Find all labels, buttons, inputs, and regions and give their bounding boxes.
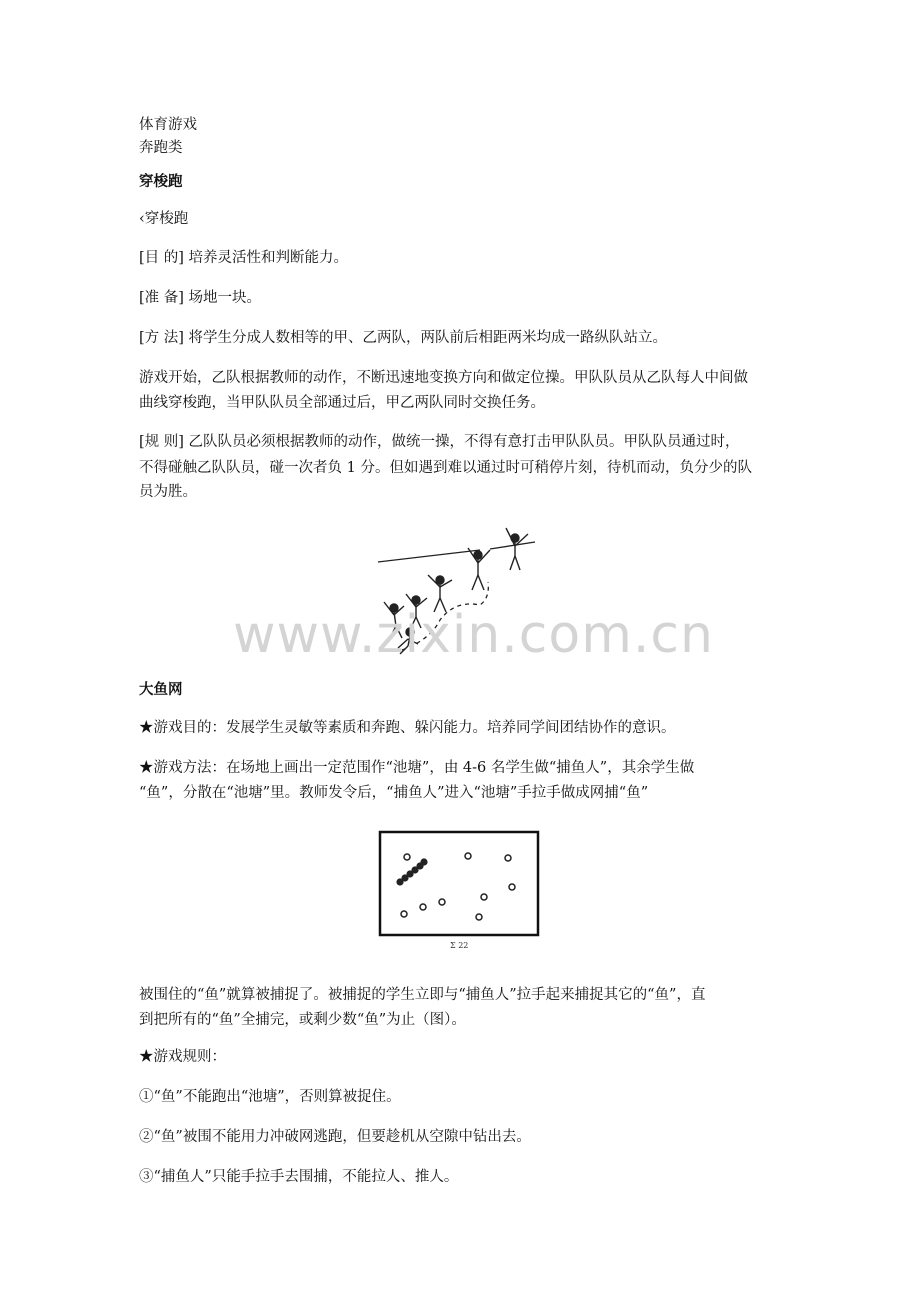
game2-rule-2: ②“鱼”被围不能用力冲破网逃跑，但要趁机从空隙中钻出去。 <box>139 1129 531 1145</box>
game2-method-line-2: “鱼”，分散在“池塘”里。教师发令后，“捕鱼人”进入“池塘”手拉手做成网捕“鱼” <box>139 785 649 801</box>
game2-rule-1: ①“鱼”不能跑出“池塘”，否则算被捉住。 <box>139 1089 401 1105</box>
game2-heading: 大鱼网 <box>139 682 183 698</box>
category-label: 奔跑类 <box>139 140 183 156</box>
watermark: www.zixin.com.cn <box>233 605 714 665</box>
pond-boundary <box>380 832 538 935</box>
game1-purpose: [目 的] 培养灵活性和判断能力。 <box>139 250 349 266</box>
fishing-net-diagram <box>378 829 542 941</box>
game1-play-line-2: 曲线穿梭跑，当甲队队员全部通过后，甲乙两队同时交换任务。 <box>139 395 545 411</box>
game1-prep: [准 备] 场地一块。 <box>139 290 262 306</box>
game1-heading: 穿梭跑 <box>139 174 183 190</box>
game1-rules-line-1: [规 则] 乙队队员必须根据教师的动作，做统一操，不得有意打击甲队队员。甲队队员通过时， <box>139 434 740 450</box>
game1-rules-line-3: 员为胜。 <box>139 484 197 500</box>
game1-subheading: ‹穿梭跑 <box>139 211 189 227</box>
game1-rules-line-2: 不得碰触乙队队员，碰一次者负 1 分。但如遇到难以通过时可稍停片刻，待机而动，负分少的队 <box>139 460 752 476</box>
game2-goal: ★游戏目的：发展学生灵敏等素质和奔跑、躲闪能力。培养同学间团结协作的意识。 <box>139 720 676 736</box>
doc-title: 体育游戏 <box>139 117 197 133</box>
game2-method-line-1: ★游戏方法：在场地上画出一定范围作“池塘”，由 4-6 名学生做“捕鱼人”，其余学生做 <box>139 760 695 776</box>
figure-caption: Σ 22 <box>450 941 469 950</box>
field-line <box>378 550 480 562</box>
game1-play-line-1: 游戏开始，乙队根据教师的动作，不断迅速地变换方向和做定位操。甲队队员从乙队每人中间做 <box>139 370 748 386</box>
game2-caught-line-2: 到把所有的“鱼”全捕完，或剩少数“鱼”为止（图）。 <box>139 1012 466 1028</box>
game2-rule-3: ③“捕鱼人”只能手拉手去围捕，不能拉人、推人。 <box>139 1169 459 1185</box>
game1-method: [方 法] 将学生分成人数相等的甲、乙两队，两队前后相距两米均成一路纵队站立。 <box>139 330 668 346</box>
game2-caught-line-1: 被围住的“鱼”就算被捕捉了。被捕捉的学生立即与“捕鱼人”拉手起来捕捉其它的“鱼”，直 <box>139 987 706 1003</box>
game2-rules-heading: ★游戏规则： <box>139 1049 226 1065</box>
field-line-right <box>490 542 535 549</box>
